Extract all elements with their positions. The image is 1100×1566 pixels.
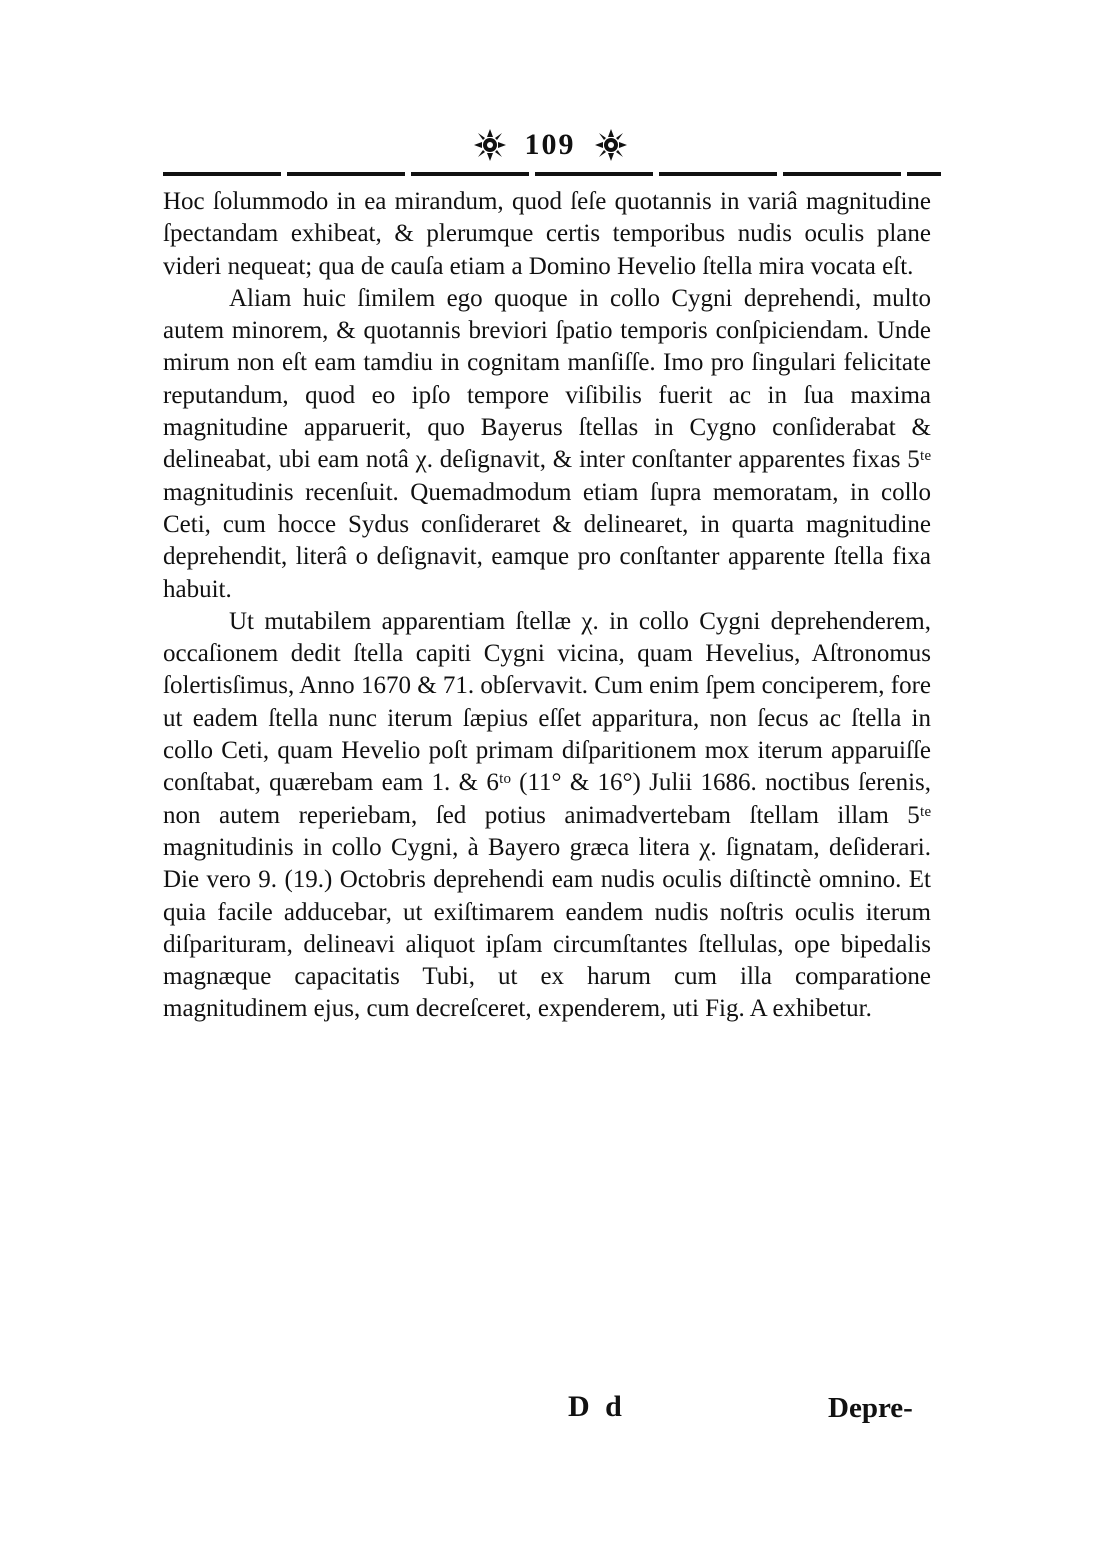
catchword: Depre- [828,1392,913,1424]
running-header [0,128,1100,162]
fleuron-ornament-right-icon [594,128,628,162]
page-number: 109 [524,128,576,161]
page-body [163,186,931,1026]
fleuron-ornament-left-icon [473,128,507,162]
header-rule [163,172,941,176]
paragraph-2: Aliam huic ſimilem ego quoque in collo Cygni deprehendi, multo autem minorem, & quotannis breviori ſpatio temporis conſpiciendam. Unde mirum non eſt eam tamdiu in cognitam manſiſſe. Imo pro ſingulari felicitate reputandum, quod eo ipſo tempore viſibilis fuerit ac in ſua maxima magnitudine apparuerit, quo Bayerus ſtellas in Cygno conſiderabat & delineabat, ubi eam notâ χ. deſignavit, & inter conſtanter apparentes fixas 5ᵗᵉ magnitudinis recenſuit. Quemadmodum etiam ſupra memoratam, in collo Ceti, cum hocce Sydus conſideraret & delinearet, in quarta magnitudine deprehendit, literâ ο deſignavit, eamque pro conſtanter apparente ſtella fixa habuit. [163,284,931,603]
signature-mark: D d [568,1390,626,1423]
paragraph-1: Hoc ſolummodo in ea mirandum, quod ſeſe quotannis in variâ magnitudine ſpectandam exhibeat, & plerumque certis temporibus nudis oculis plane videri nequeat; qua de cauſa etiam a Domino Hevelio ſtella mira vocata eſt. [163,188,931,280]
paragraph-3: Ut mutabilem apparentiam ſtellæ χ. in collo Cygni deprehenderem, occaſionem dedit ſtella capiti Cygni vicina, quam Hevelius, Aſtronomus ſolertisſimus, Anno 1670 & 71. obſervavit. Cum enim ſpem conciperem, fore ut eadem ſtella nunc iterum ſæpius eſſet apparitura, non ſecus ac ſtella in collo Ceti, quam Hevelio poſt primam diſparitionem mox iterum apparuiſſe conſtabat, quærebam eam 1. & 6ᵗᵒ (11° & 16°) Julii 1686. noctibus ſerenis, non autem reperiebam, ſed potius animadvertebam ſtellam illam 5ᵗᵉ magnitudinis in collo Cygni, à Bayero græca litera χ. ſignatam, deſiderari. Die vero 9. (19.) Octobris deprehendi eam nudis oculis diſtinctè omnino. Et quia facile adducebar, ut exiſtimarem eandem nudis noſtris oculis iterum diſparituram, delineavi aliquot ipſam circumſtantes ſtellulas, ope bipedalis magnæque capacitatis Tubi, ut ex harum cum illa comparatione magnitudinem ejus, cum decreſceret, expenderem, uti Fig. A exhibetur. [163,607,931,1023]
